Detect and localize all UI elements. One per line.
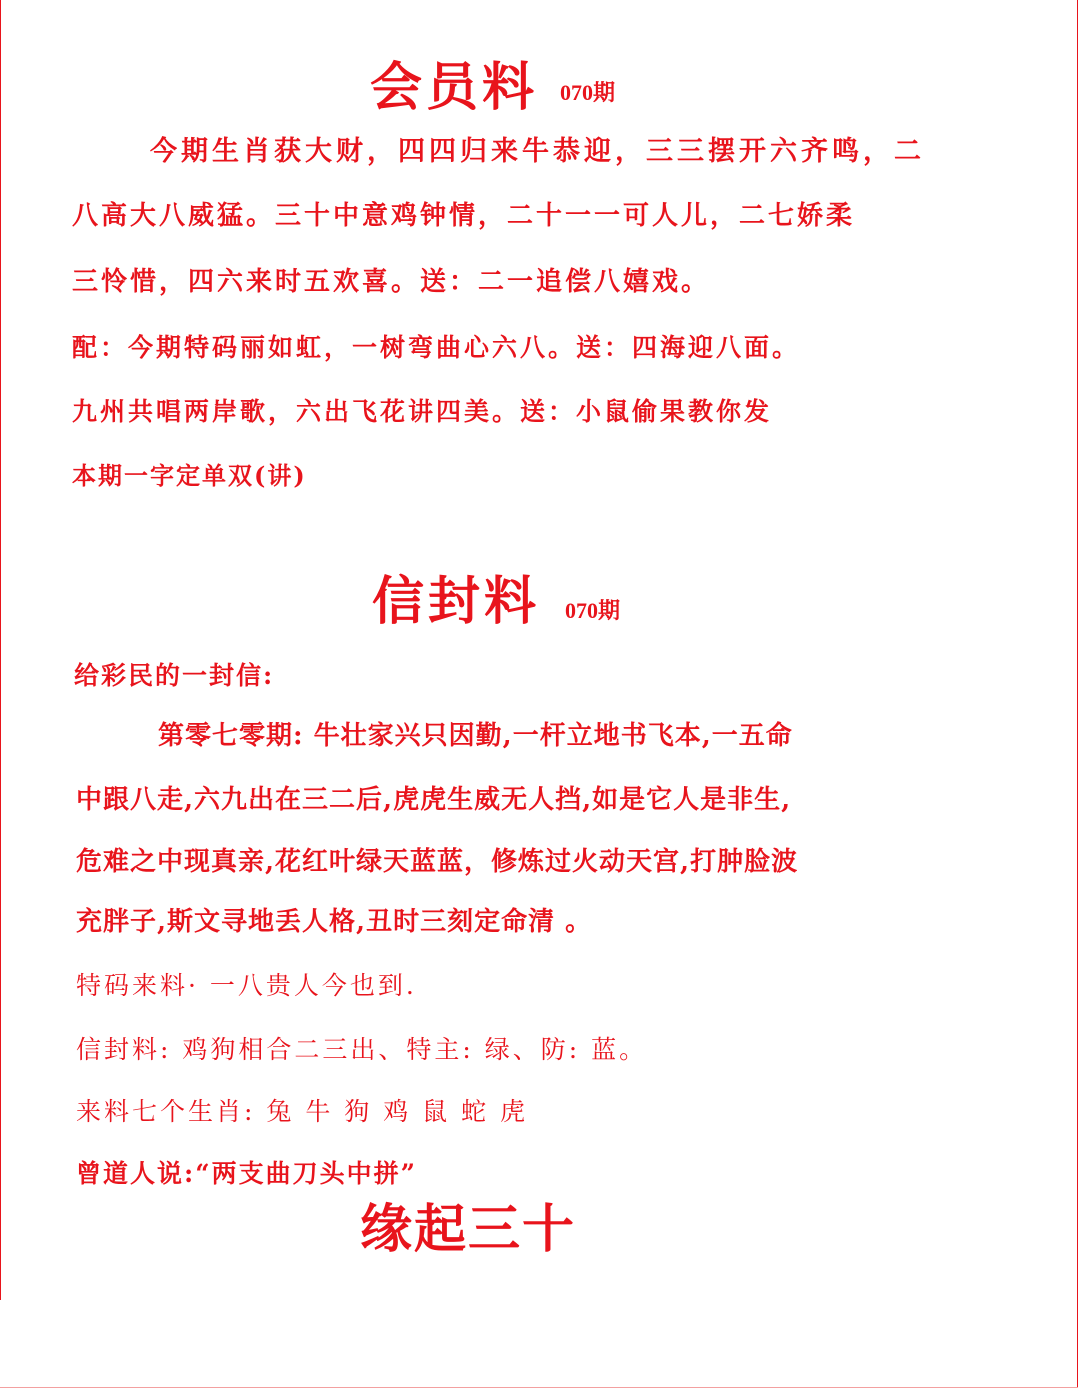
member-line-5: 九州共唱两岸歌，六出飞花讲四美。送：小鼠偷果教你发 bbox=[72, 397, 773, 426]
note-seven-zodiacs: 来料七个生肖: 兔 牛 狗 鸡 鼠 蛇 虎 bbox=[76, 1097, 529, 1126]
letter-greeting: 给彩民的一封信: bbox=[74, 661, 275, 690]
signature: 缘起三十 bbox=[360, 1199, 577, 1260]
member-line-4: 配：今期特码丽如虹，一树弯曲心六八。送：四海迎八面。 bbox=[72, 333, 801, 362]
member-line-6: 本期一字定单双(讲) bbox=[72, 461, 307, 490]
member-line-2: 八高大八威猛。三十中意鸡钟情，二十一一可人儿，二七娇柔 bbox=[72, 201, 856, 231]
issue-number-letter: 070期 bbox=[565, 598, 621, 623]
page-border-left bbox=[0, 0, 1, 1300]
letter-line-3: 危难之中现真亲,花红叶绿天蓝蓝，修炼过火动天宫,打肿脸波 bbox=[76, 847, 799, 877]
letter-line-1: 第零七零期: 牛壮家兴只因勤,一杆立地书飞本,一五命 bbox=[158, 721, 793, 751]
letter-line-4: 充胖子,斯文寻地丢人格,丑时三刻定命清 。 bbox=[76, 907, 593, 937]
member-line-3: 三怜惜，四六来时五欢喜。送：二一追偿八嬉戏。 bbox=[72, 267, 711, 297]
letter-line-2: 中跟八走,六九出在三二后,虎虎生威无人挡,如是它人是非生, bbox=[76, 785, 792, 815]
note-special-code: 特码来料· 一八贵人今也到. bbox=[76, 971, 417, 1000]
note-quote: 曾道人说:“两支曲刀头中拼” bbox=[76, 1159, 417, 1188]
note-letter-material: 信封料: 鸡狗相合二三出、特主: 绿、防: 蓝。 bbox=[76, 1035, 648, 1064]
issue-number-member: 070期 bbox=[560, 80, 616, 105]
section-title-letter: 信封料 bbox=[372, 571, 541, 632]
section-title-member: 会员料 bbox=[370, 57, 539, 118]
member-line-1: 今期生肖获大财，四四归来牛恭迎，三三摆开六齐鸣，二 bbox=[150, 136, 925, 167]
